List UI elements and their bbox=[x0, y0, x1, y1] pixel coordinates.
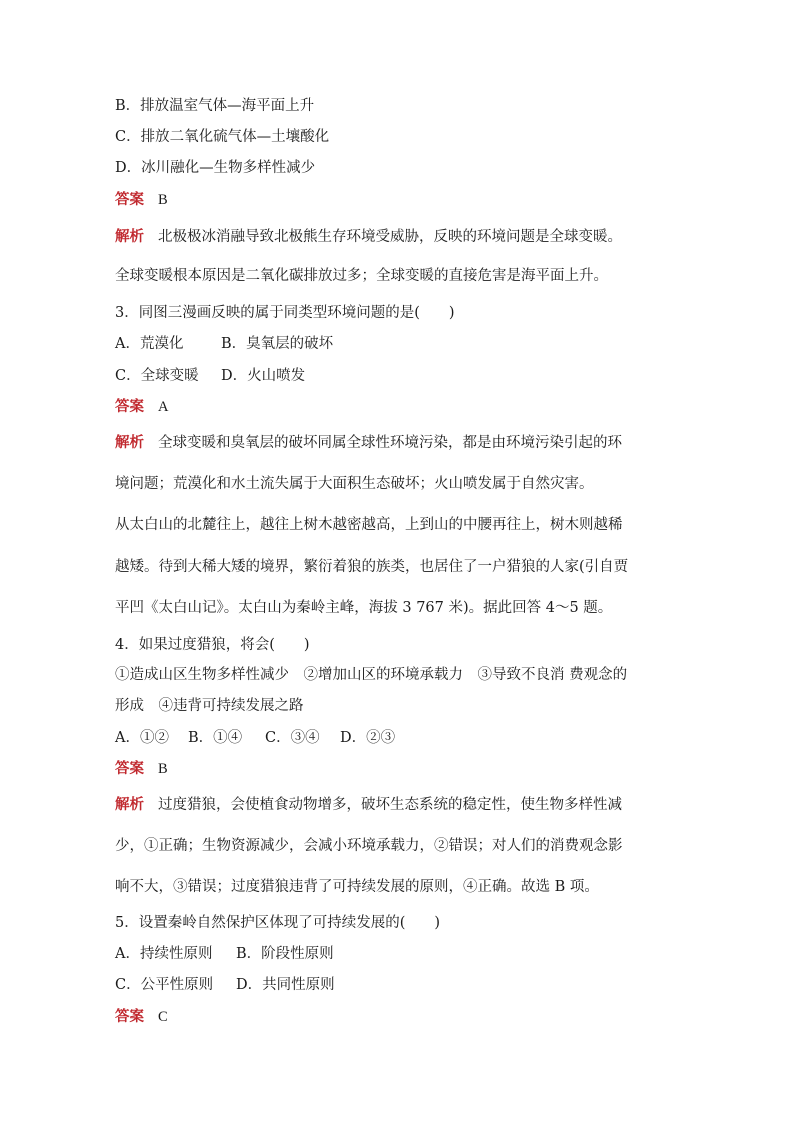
q4-option-b: B．①④ bbox=[188, 730, 243, 746]
q4-statements-line-2: 形成 ④违背可持续发展之路 bbox=[115, 698, 304, 714]
analysis-label: 解析 bbox=[115, 797, 144, 813]
analysis-label: 解析 bbox=[115, 435, 144, 451]
q4-analysis-line-1 bbox=[115, 795, 622, 815]
q5-option-c: C．公平性原则 bbox=[115, 977, 214, 993]
q2-analysis-line-1 bbox=[115, 227, 622, 247]
q5-question: 5．设置秦岭自然保护区体现了可持续发展的( ) bbox=[115, 915, 441, 931]
answer-value: C bbox=[158, 1009, 168, 1025]
q5-options-row-2 bbox=[115, 975, 335, 995]
analysis-label: 解析 bbox=[115, 229, 144, 245]
q5-options-row-1 bbox=[115, 944, 334, 964]
q3-analysis-line-2: 境问题；荒漠化和水土流失属于大面积生态破坏；火山喷发属于自然灾害。 bbox=[115, 476, 594, 492]
q4-options bbox=[115, 728, 395, 748]
q3-question: 3．同图三漫画反映的属于同类型环境问题的是( ) bbox=[115, 305, 455, 321]
passage-line-2: 越矮。待到大稀大矮的境界，繁衍着狼的族类，也居住了一户猎狼的人家(引自贾 bbox=[115, 559, 629, 575]
answer-label: 答案 bbox=[115, 192, 144, 208]
q3-option-a: A．荒漠化 bbox=[115, 336, 184, 352]
q4-option-c: C．③④ bbox=[265, 730, 320, 746]
q4-analysis-line-2: 少，①正确；生物资源减少，会减小环境承载力，②错误；对人们的消费观念影 bbox=[115, 838, 623, 854]
q4-option-d: D．②③ bbox=[340, 730, 396, 746]
q4-statements-line-1: ①造成山区生物多样性减少 ②增加山区的环境承载力 ③导致不良消 费观念的 bbox=[115, 667, 628, 683]
q2-option-d: D．冰川融化—生物多样性减少 bbox=[115, 160, 316, 176]
q3-answer bbox=[115, 397, 168, 417]
q5-answer bbox=[115, 1007, 168, 1027]
q3-option-b: B．臭氧层的破坏 bbox=[221, 336, 334, 352]
answer-label: 答案 bbox=[115, 1009, 144, 1025]
q4-question: 4．如果过度猎狼，将会( ) bbox=[115, 637, 310, 653]
analysis-text: 过度猎狼，会使植食动物增多，破坏生态系统的稳定性，使生物多样性减 bbox=[158, 797, 622, 813]
q5-option-d: D．共同性原则 bbox=[236, 977, 335, 993]
passage-line-1: 从太白山的北麓往上，越往上树木越密越高，上到山的中腰再往上，树木则越稀 bbox=[115, 517, 623, 533]
q3-option-d: D．火山喷发 bbox=[221, 368, 306, 384]
answer-value: B bbox=[158, 761, 168, 777]
q2-option-b: B．排放温室气体—海平面上升 bbox=[115, 98, 315, 114]
answer-value: A bbox=[158, 399, 169, 415]
q5-option-b: B．阶段性原则 bbox=[236, 946, 334, 962]
q4-answer bbox=[115, 759, 168, 779]
q3-options-row-2 bbox=[115, 366, 305, 386]
q2-analysis-line-2: 全球变暖根本原因是二氧化碳排放过多；全球变暖的直接危害是海平面上升。 bbox=[115, 268, 608, 284]
q5-option-a: A．持续性原则 bbox=[115, 946, 213, 962]
q2-option-c: C．排放二氧化硫气体—土壤酸化 bbox=[115, 129, 330, 145]
answer-value: B bbox=[158, 192, 168, 208]
q3-options-row-1 bbox=[115, 334, 333, 354]
q3-option-c: C．全球变暖 bbox=[115, 368, 199, 384]
q3-analysis-line-1 bbox=[115, 433, 622, 453]
q4-option-a: A．①② bbox=[115, 730, 169, 746]
answer-label: 答案 bbox=[115, 761, 144, 777]
analysis-text: 全球变暖和臭氧层的破坏同属全球性环境污染，都是由环境污染引起的环 bbox=[158, 435, 622, 451]
q2-answer bbox=[115, 190, 168, 210]
passage-line-3: 平凹《太白山记》。太白山为秦岭主峰，海拔 3 767 米)。据此回答 4～5 题。 bbox=[115, 600, 613, 616]
analysis-text: 北极极冰消融导致北极熊生存环境受威胁，反映的环境问题是全球变暖。 bbox=[158, 229, 622, 245]
answer-label: 答案 bbox=[115, 399, 144, 415]
q4-analysis-line-3: 响不大，③错误；过度猎狼违背了可持续发展的原则，④正确。故选 B 项。 bbox=[115, 879, 599, 895]
